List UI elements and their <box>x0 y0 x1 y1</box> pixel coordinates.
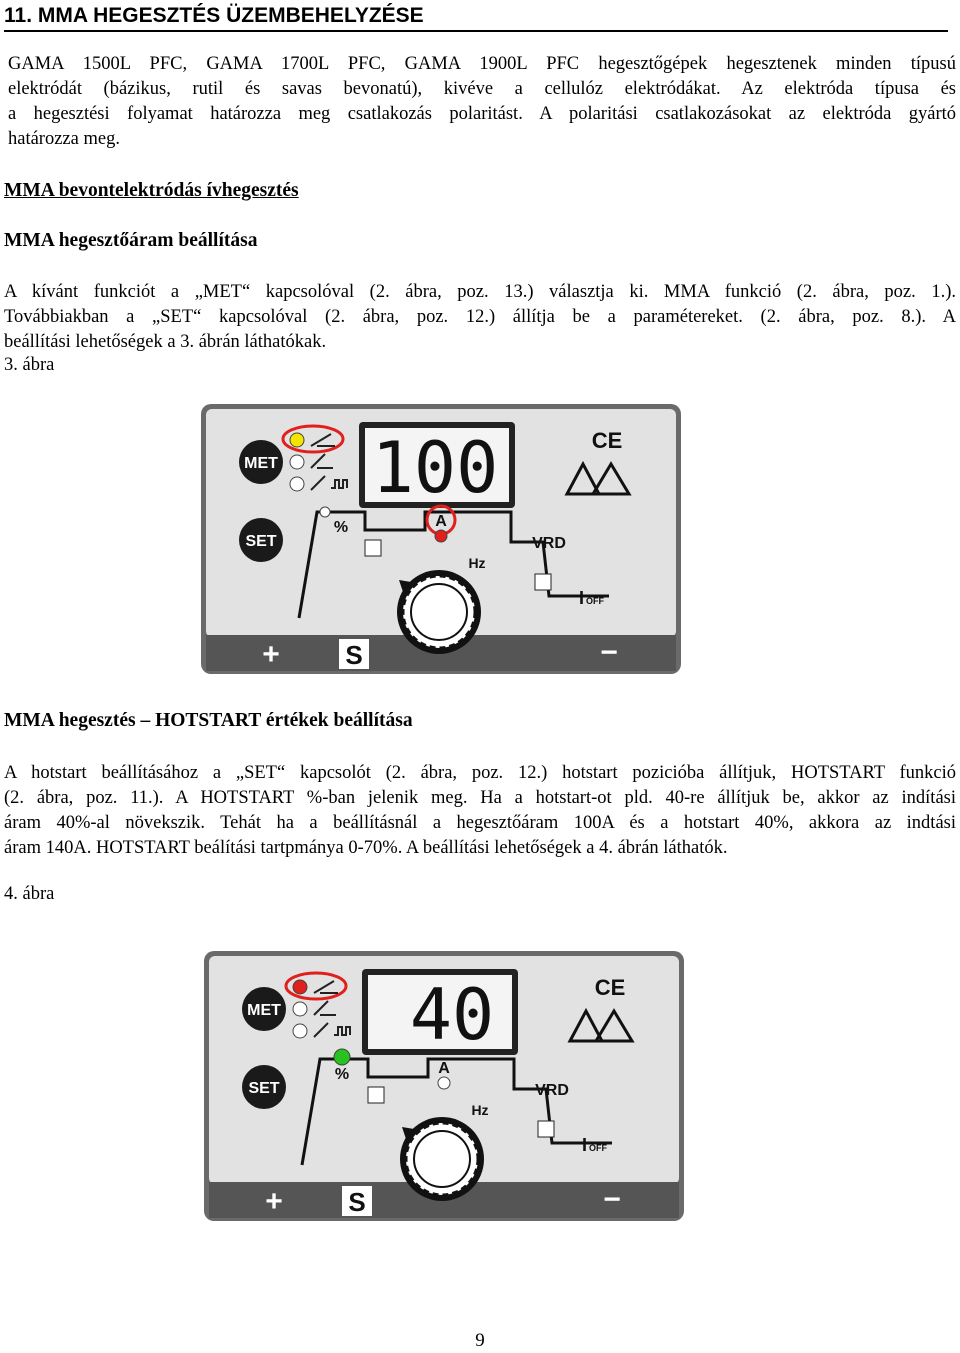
ioff-sub-label: OFF <box>586 596 604 606</box>
adjustment-knob[interactable] <box>400 1117 484 1201</box>
para3-line-4: áram 140A. HOTSTART beálítási tartpmánya 0-70%. A beállítási lehetőségek a 4. ábrán láthatók. <box>4 838 728 858</box>
para3-line-1: A hotstart beállításához a „SET“ kapcsolót (2. ábra, poz. 12.) hotstart pozicióba állítjuk, HOTSTART funkció <box>4 763 956 783</box>
met-button[interactable] <box>242 987 286 1031</box>
hz-label: Hz <box>471 1102 489 1118</box>
tig-pulse-mode-led <box>290 477 304 491</box>
section-heading: 11. MMA HEGESZTÉS ÜZEMBEHELYZÉSE <box>4 4 424 27</box>
arc-force-icon <box>368 1087 384 1103</box>
display-value: 40 <box>409 974 495 1056</box>
hz-label: Hz <box>468 555 486 571</box>
ce-mark: CE <box>591 428 623 453</box>
met-button-label: MET <box>244 455 278 472</box>
s-label: S <box>348 1187 366 1217</box>
set-button-label: SET <box>245 533 277 550</box>
para3-line-2: (2. ábra, poz. 11.). A HOTSTART %-ban jelenik meg. Ha a hotstart-ot pld. 40-re állítjuk be, akkor az indítási <box>4 788 956 808</box>
para2-line-2: Továbbiakban a „SET“ kapcsolóval (2. ábra, poz. 12.) állítja be a paramétereket. (2. ábra, poz. 8.). A <box>4 307 956 327</box>
hotstart-led <box>320 507 330 517</box>
figure4-caption: 4. ábra <box>4 884 55 904</box>
vrd-label: VRD <box>532 535 566 552</box>
figure3-caption: 3. ábra <box>4 355 55 375</box>
arc-force-icon <box>365 540 381 556</box>
intro-line-2: elektródát (bázikus, rutil és savas bevonatú), kivéve a cellulóz elektródákat. Az elektróda típusa és <box>8 79 956 99</box>
plus-label: + <box>262 638 280 671</box>
section1-title: MMA bevontelektródás ívhegesztés <box>4 180 299 201</box>
figure3-control-panel <box>199 402 683 676</box>
section2-title: MMA hegesztés – HOTSTART értékek beállítása <box>4 710 413 731</box>
hotstart-percent-label: % <box>333 519 349 536</box>
para2-line-3: beállítási lehetőségek a 3. ábrán láthatókak. <box>4 332 327 352</box>
para2 <box>4 280 956 355</box>
intro-line-3: a hegesztési folyamat határozza meg csatlakozás polaritást. A polaritási csatlakozásokat az elektróda gyártó <box>8 104 956 124</box>
para2-line-1: A kívánt funkciót a „MET“ kapcsolóval (2. ábra, poz. 13.) választja ki. MMA funkció (2. ábra, poz. 1.). <box>4 282 956 302</box>
current-led <box>438 1077 450 1089</box>
tig-mode-led <box>290 455 304 469</box>
downslope-icon <box>538 1121 554 1137</box>
tig-pulse-mode-led <box>293 1024 307 1038</box>
minus-label: − <box>603 1183 621 1216</box>
met-button[interactable] <box>239 440 283 484</box>
ce-mark: CE <box>594 975 626 1000</box>
met-button-label: MET <box>247 1002 281 1019</box>
section1-subtitle: MMA hegesztőáram beállítása <box>4 230 258 251</box>
current-amp-label: A <box>435 513 447 530</box>
plus-label: + <box>265 1185 283 1218</box>
current-led <box>435 530 447 542</box>
current-amp-label: A <box>438 1060 450 1077</box>
para3 <box>4 761 956 861</box>
set-button[interactable] <box>239 518 283 562</box>
ioff-sub-label: OFF <box>589 1143 607 1153</box>
adjustment-knob[interactable] <box>397 570 481 654</box>
heading-rule <box>4 30 948 32</box>
ioff-label: I <box>579 588 585 608</box>
display-value: 100 <box>371 427 499 509</box>
intro-line-1: GAMA 1500L PFC, GAMA 1700L PFC, GAMA 1900L PFC hegesztőgépek hegesztenek minden típusú <box>8 54 956 74</box>
set-button[interactable] <box>242 1065 286 1109</box>
downslope-icon <box>535 574 551 590</box>
ioff-label: I <box>582 1135 588 1155</box>
para3-line-3: áram 40%-al növekszik. Tehát ha a beállításnál a hegesztőáram 100A és a hotstart 40%, akkora az indtási <box>4 813 956 833</box>
hotstart-led <box>334 1049 350 1065</box>
minus-label: − <box>600 636 618 669</box>
s-label: S <box>345 640 363 670</box>
set-button-label: SET <box>248 1080 280 1097</box>
vrd-label: VRD <box>535 1082 569 1099</box>
mma-mode-led <box>290 433 304 447</box>
intro-paragraph <box>4 52 956 152</box>
figure4-control-panel <box>202 949 686 1223</box>
hotstart-percent-label: % <box>334 1066 350 1083</box>
intro-line-4: határozza meg. <box>8 129 120 149</box>
mma-mode-led <box>293 980 307 994</box>
tig-mode-led <box>293 1002 307 1016</box>
page-number: 9 <box>475 1330 485 1351</box>
